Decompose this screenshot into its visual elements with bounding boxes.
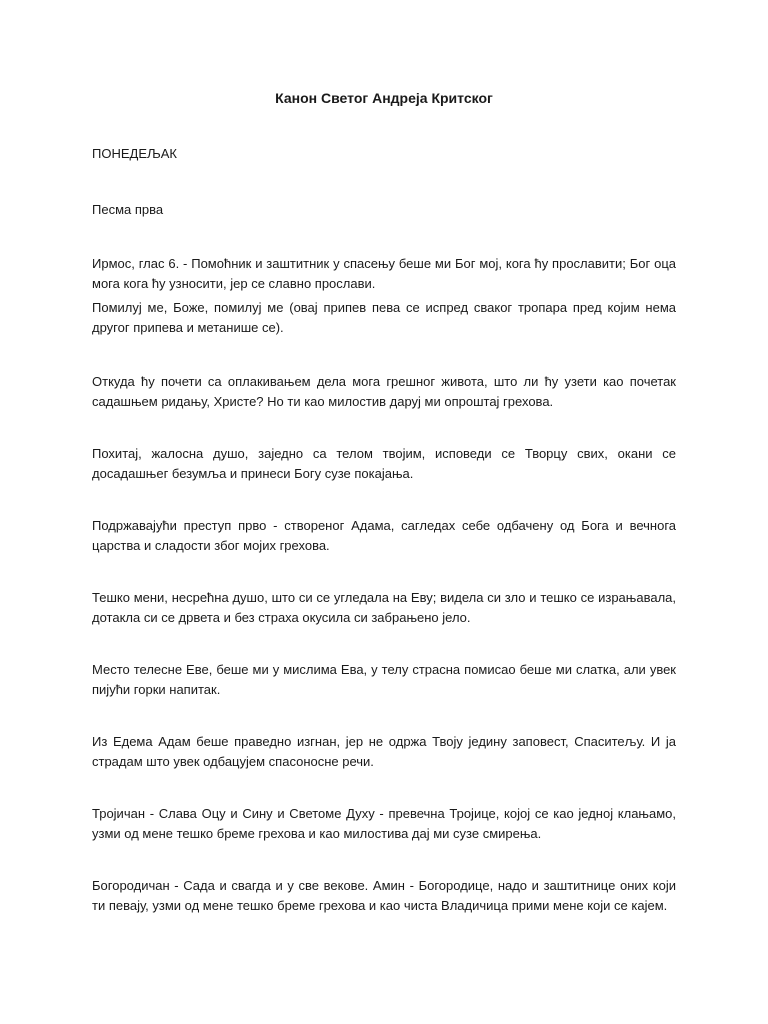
paragraph-refrain: Помилуј ме, Боже, помилуј ме (овај припев пева се испред сваког тропара пред којим нема другог припева и метанише се). — [92, 300, 676, 335]
day-heading: ПОНЕДЕЉАК — [92, 146, 177, 161]
paragraph-irmos: Ирмос, глас 6. - Помоћник и заштитник у спасењу беше ми Бог мој, кога ћу прославити; Бог оца мога кога ћу узносити, јер се славно прослави. — [92, 256, 676, 291]
paragraph-troparion-5: Место телесне Еве, беше ми у мислима Ева, у телу страсна помисао беше ми слатка, али увек пијући горки напитак. — [92, 662, 676, 697]
paragraph-troparion-2: Похитај, жалосна душо, заједно са телом твојим, исповеди се Творцу свих, окани се досадашњег безумља и принеси Богу сузе покајања. — [92, 446, 676, 481]
paragraph-troparion-1: Откуда ћу почети са оплакивањем дела мога грешног живота, што ли ћу узети као почетак садашњем ридању, Христе? Но ти као милостив даруј ми опроштај грехова. — [92, 374, 676, 409]
paragraph-troparion-4: Тешко мени, несрећна душо, што си се угледала на Еву; видела си зло и тешко се израњавала, дотакла си се дрвета и без страха окусила си забрањено јело. — [92, 590, 676, 625]
paragraph-trinitarion: Тројичан - Слава Оцу и Сину и Светоме Духу - превечна Тројице, којој се као једној клањамо, узми од мене тешко бреме грехова и као милостива дај ми сузе смирења. — [92, 806, 676, 841]
song-heading: Песма прва — [92, 202, 164, 217]
paragraph-troparion-6: Из Едема Адам беше праведно изгнан, јер не одржа Твоју једину заповест, Спаситељу. И ја страдам што увек одбацујем спасоносне речи. — [92, 734, 676, 769]
document-title: Канон Светог Андреја Критског — [275, 90, 493, 106]
paragraph-theotokion: Богородичан - Сада и свагда и у све векове. Амин - Богородице, надо и заштитнице оних који ти певају, узми од мене тешко бреме грехова и као чиста Владичица прими мене који се кајем. — [92, 878, 676, 913]
paragraph-troparion-3: Подржавајући преступ прво - створеног Адама, сагледах себе одбачену од Бога и вечнога царства и сладости због мојих грехова. — [92, 518, 676, 553]
